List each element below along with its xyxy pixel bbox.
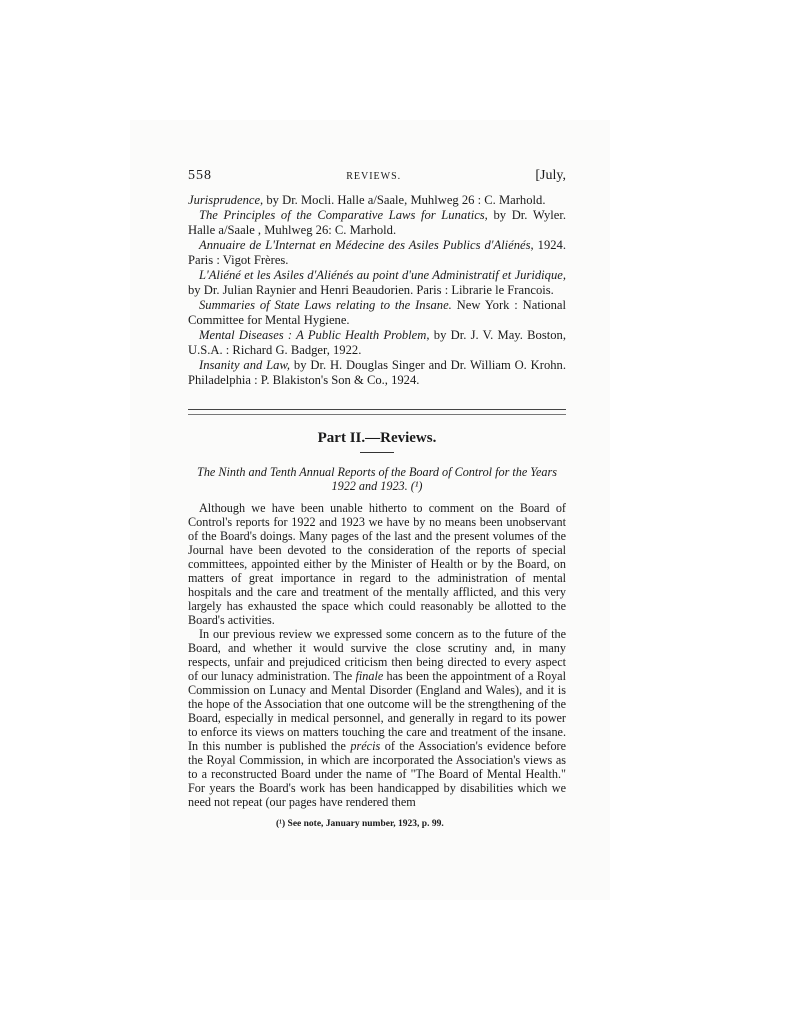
- book-page: [130, 120, 610, 900]
- bib-entry: [188, 238, 566, 268]
- bib-title: Insanity and Law,: [199, 358, 291, 372]
- bib-entry: [188, 208, 566, 238]
- heading-underline: [360, 452, 394, 453]
- page-number: 558: [188, 168, 212, 183]
- bib-details: by Dr. Wyler. Halle a/Saale , Muhlweg 26: C. Marhold.: [188, 208, 567, 237]
- header-date: [July,: [535, 168, 566, 183]
- review-paragraph-2: [188, 627, 566, 809]
- bib-details: by Dr. J. V. May. Boston, U.S.A. : Richard G. Badger, 1922.: [188, 328, 566, 357]
- page-content: [188, 168, 566, 832]
- bib-title: Jurisprudence,: [188, 193, 264, 207]
- bib-details: 1924. Paris : Vigot Frères.: [188, 238, 566, 267]
- italic-run: précis: [350, 739, 381, 753]
- bib-entry: [188, 358, 566, 388]
- review-title: The Ninth and Tenth Annual Reports of the Board of Control for the Years 1922 and 1923. (¹): [197, 465, 557, 493]
- bib-entry: [188, 193, 566, 208]
- section-divider: [188, 409, 566, 415]
- bib-details: by Dr. Julian Raynier and Henri Beaudorien. Paris : Librarie le Francois.: [188, 283, 554, 297]
- text-run: In our previous review we expressed some concern as to the future of the Board, and whether it would survive the close scrutiny and, in many respects, unfair and prejudiced criticism then being directed to every aspect of our lunacy administration. The: [188, 627, 566, 683]
- review-paragraph-1: Although we have been unable hitherto to comment on the Board of Control's reports for 1922 and 1923 we have by no means been unobservant of the Board's doings. Many pages of the last and the present volumes of the Journal have been devoted to the consideration of the reports of special committees, appointed either by the Minister of Health or by the Board, on matters of great importance in regard to the administration of mental hospitals and the care and treatment of the mentally afflicted, and this very largely has exhausted the space which could reasonably be allotted to the Board's activities.: [188, 501, 566, 627]
- bib-title: L'Aliéné et les Asiles d'Aliénés au point d'une Administratif et Juridique,: [199, 268, 566, 282]
- running-header: [188, 168, 566, 188]
- text-run: of the Association's evidence before the Royal Commission, in which are incorporated the Association's views as to a reconstructed Board under the name of "The Board of Mental Health." For years the Board's work has been handicapped by disabilities which we need not repeat (our pages have rendered them: [188, 739, 567, 809]
- bib-entry: [188, 328, 566, 358]
- header-section: REVIEWS.: [346, 171, 402, 182]
- bib-entry: [188, 298, 566, 328]
- bib-details: by Dr. Mocli. Halle a/Saale, Muhlweg 26 : C. Marhold.: [263, 193, 546, 207]
- bib-title: Mental Diseases : A Public Health Problem,: [199, 328, 430, 342]
- bib-details: by Dr. H. Douglas Singer and Dr. William O. Krohn. Philadelphia : P. Blakiston's Son & Co., 1924.: [188, 358, 566, 387]
- italic-run: finale: [355, 669, 384, 683]
- bib-title: Summaries of State Laws relating to the Insane.: [199, 298, 452, 312]
- bibliography-list: [188, 193, 566, 388]
- text-run: has been the appointment of a Royal Commission on Lunacy and Mental Disorder (England and Wales), and it is the hope of the Association that one outcome will be the strengthening of the Board, especially in medical personnel, and generally in regard to its power to enforce its views on matters touching the care and treatment of the insane. In this number is published the: [188, 669, 566, 753]
- bib-title: Annuaire de L'Internat en Médecine des Asiles Publics d'Aliénés,: [199, 238, 534, 252]
- part-heading: Part II.—Reviews.: [317, 430, 437, 446]
- footnote: (¹) See note, January number, 1923, p. 99.: [276, 819, 444, 829]
- bib-title: The Principles of the Comparative Laws for Lunatics,: [199, 208, 488, 222]
- bib-entry: [188, 268, 566, 298]
- bib-details: New York : National Committee for Mental Hygiene.: [188, 298, 567, 327]
